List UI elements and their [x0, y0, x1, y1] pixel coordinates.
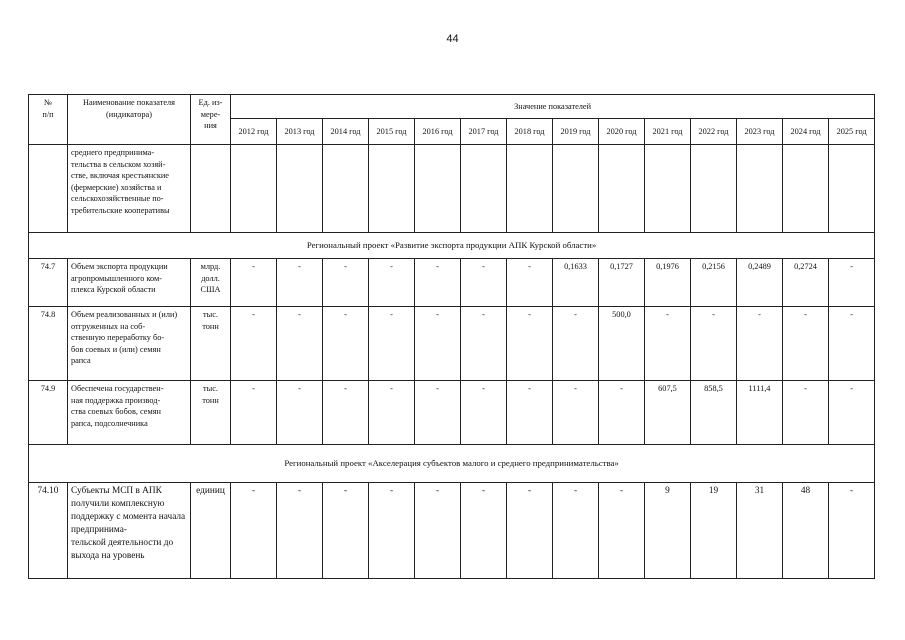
value-cell [691, 145, 737, 233]
header-year: 2015 год [369, 119, 415, 145]
header-year: 2017 год [461, 119, 507, 145]
value-cell: - [415, 259, 461, 307]
value-cell: - [507, 483, 553, 579]
indicator-name: среднего предпринима- тельства в сельском хозяй- стве, включая крестьянские (фермерские) хозяйства и сельскохозяйственные по- требительские кооперативы [68, 145, 191, 233]
table-row [29, 483, 875, 579]
value-cell: - [829, 483, 875, 579]
header-year: 2019 год [553, 119, 599, 145]
value-cell: 607,5 [645, 381, 691, 445]
value-cell: - [461, 483, 507, 579]
value-cell [553, 145, 599, 233]
row-number [29, 145, 68, 233]
table-row [29, 307, 875, 381]
value-cell: - [323, 483, 369, 579]
value-cell [599, 145, 645, 233]
value-cell: 0,2156 [691, 259, 737, 307]
value-cell: - [323, 381, 369, 445]
value-cell [829, 145, 875, 233]
value-cell: - [369, 483, 415, 579]
indicator-name: Объем экспорта продукции агропромышленного ком- плекса Курской области [68, 259, 191, 307]
value-cell [737, 145, 783, 233]
header-year: 2012 год [231, 119, 277, 145]
header-year: 2014 год [323, 119, 369, 145]
value-cell [507, 145, 553, 233]
value-cell: - [829, 381, 875, 445]
value-cell: 0,1633 [553, 259, 599, 307]
value-cell: - [507, 381, 553, 445]
header-year: 2024 год [783, 119, 829, 145]
value-cell: - [231, 307, 277, 381]
indicator-name: Объем реализованных и (или) отгруженных на соб- ственную переработку бо- бов соевых и (или) семян рапса [68, 307, 191, 381]
value-cell: - [415, 381, 461, 445]
value-cell: - [553, 381, 599, 445]
value-cell [277, 145, 323, 233]
value-cell: - [231, 483, 277, 579]
value-cell: - [645, 307, 691, 381]
value-cell: 31 [737, 483, 783, 579]
header-year: 2016 год [415, 119, 461, 145]
indicator-name: Обеспечена государствен- ная поддержка производ- ства соевых бобов, семян рапса, подсолнечника [68, 381, 191, 445]
unit-cell: единиц [191, 483, 231, 579]
value-cell: - [323, 307, 369, 381]
value-cell: - [507, 307, 553, 381]
header-values-title: Значение показателей [231, 95, 875, 119]
value-cell: - [599, 483, 645, 579]
row-number: 74.9 [29, 381, 68, 445]
row-number: 74.8 [29, 307, 68, 381]
section-row [29, 233, 875, 259]
header-year: 2020 год [599, 119, 645, 145]
value-cell: - [737, 307, 783, 381]
value-cell: - [231, 381, 277, 445]
value-cell [231, 145, 277, 233]
value-cell: - [691, 307, 737, 381]
value-cell: - [829, 259, 875, 307]
value-cell: - [277, 381, 323, 445]
value-cell: 0,1727 [599, 259, 645, 307]
value-cell [415, 145, 461, 233]
value-cell: 19 [691, 483, 737, 579]
unit-cell [191, 145, 231, 233]
header-unit: Ед. из- мере- ния [191, 95, 231, 145]
value-cell: 0,2489 [737, 259, 783, 307]
table-row [29, 381, 875, 445]
unit-cell: тыс. тонн [191, 307, 231, 381]
unit-cell: тыс. тонн [191, 381, 231, 445]
value-cell: - [369, 381, 415, 445]
value-cell: - [461, 307, 507, 381]
value-cell [783, 145, 829, 233]
value-cell: - [369, 259, 415, 307]
value-cell [461, 145, 507, 233]
value-cell [323, 145, 369, 233]
value-cell: - [461, 259, 507, 307]
header-year: 2013 год [277, 119, 323, 145]
value-cell: - [553, 307, 599, 381]
value-cell: - [553, 483, 599, 579]
header-num: № п/п [29, 95, 68, 145]
value-cell: 9 [645, 483, 691, 579]
value-cell [369, 145, 415, 233]
value-cell: - [415, 307, 461, 381]
row-number: 74.7 [29, 259, 68, 307]
value-cell: - [323, 259, 369, 307]
value-cell: - [277, 483, 323, 579]
value-cell: - [783, 381, 829, 445]
header-year: 2023 год [737, 119, 783, 145]
value-cell: 0,1976 [645, 259, 691, 307]
value-cell: - [415, 483, 461, 579]
value-cell: 500,0 [599, 307, 645, 381]
value-cell: - [369, 307, 415, 381]
section-row [29, 445, 875, 483]
row-number: 74.10 [29, 483, 68, 579]
value-cell: - [231, 259, 277, 307]
value-cell: 0,2724 [783, 259, 829, 307]
value-cell: - [783, 307, 829, 381]
section-title: Региональный проект «Развитие экспорта продукции АПК Курской области» [29, 233, 875, 259]
value-cell: 858,5 [691, 381, 737, 445]
value-cell: - [507, 259, 553, 307]
table-row [29, 145, 875, 233]
value-cell: - [599, 381, 645, 445]
page-number: 44 [446, 33, 459, 45]
header-year: 2025 год [829, 119, 875, 145]
value-cell [645, 145, 691, 233]
value-cell: 48 [783, 483, 829, 579]
value-cell: - [277, 307, 323, 381]
header-year: 2018 год [507, 119, 553, 145]
value-cell: 1111,4 [737, 381, 783, 445]
value-cell: - [829, 307, 875, 381]
header-year: 2021 год [645, 119, 691, 145]
header-year: 2022 год [691, 119, 737, 145]
table-row [29, 259, 875, 307]
section-title: Региональный проект «Акселерация субъектов малого и среднего предпринимательства» [29, 445, 875, 483]
value-cell: - [277, 259, 323, 307]
indicator-name: Субъекты МСП в АПК получили комплексную поддержку с момента начала предпринима- тельской деятельности до выхода на уровень [68, 483, 191, 579]
header-name: Наименование показателя (индикатора) [68, 95, 191, 145]
value-cell: - [461, 381, 507, 445]
indicators-table [28, 94, 875, 579]
unit-cell: млрд. долл. США [191, 259, 231, 307]
